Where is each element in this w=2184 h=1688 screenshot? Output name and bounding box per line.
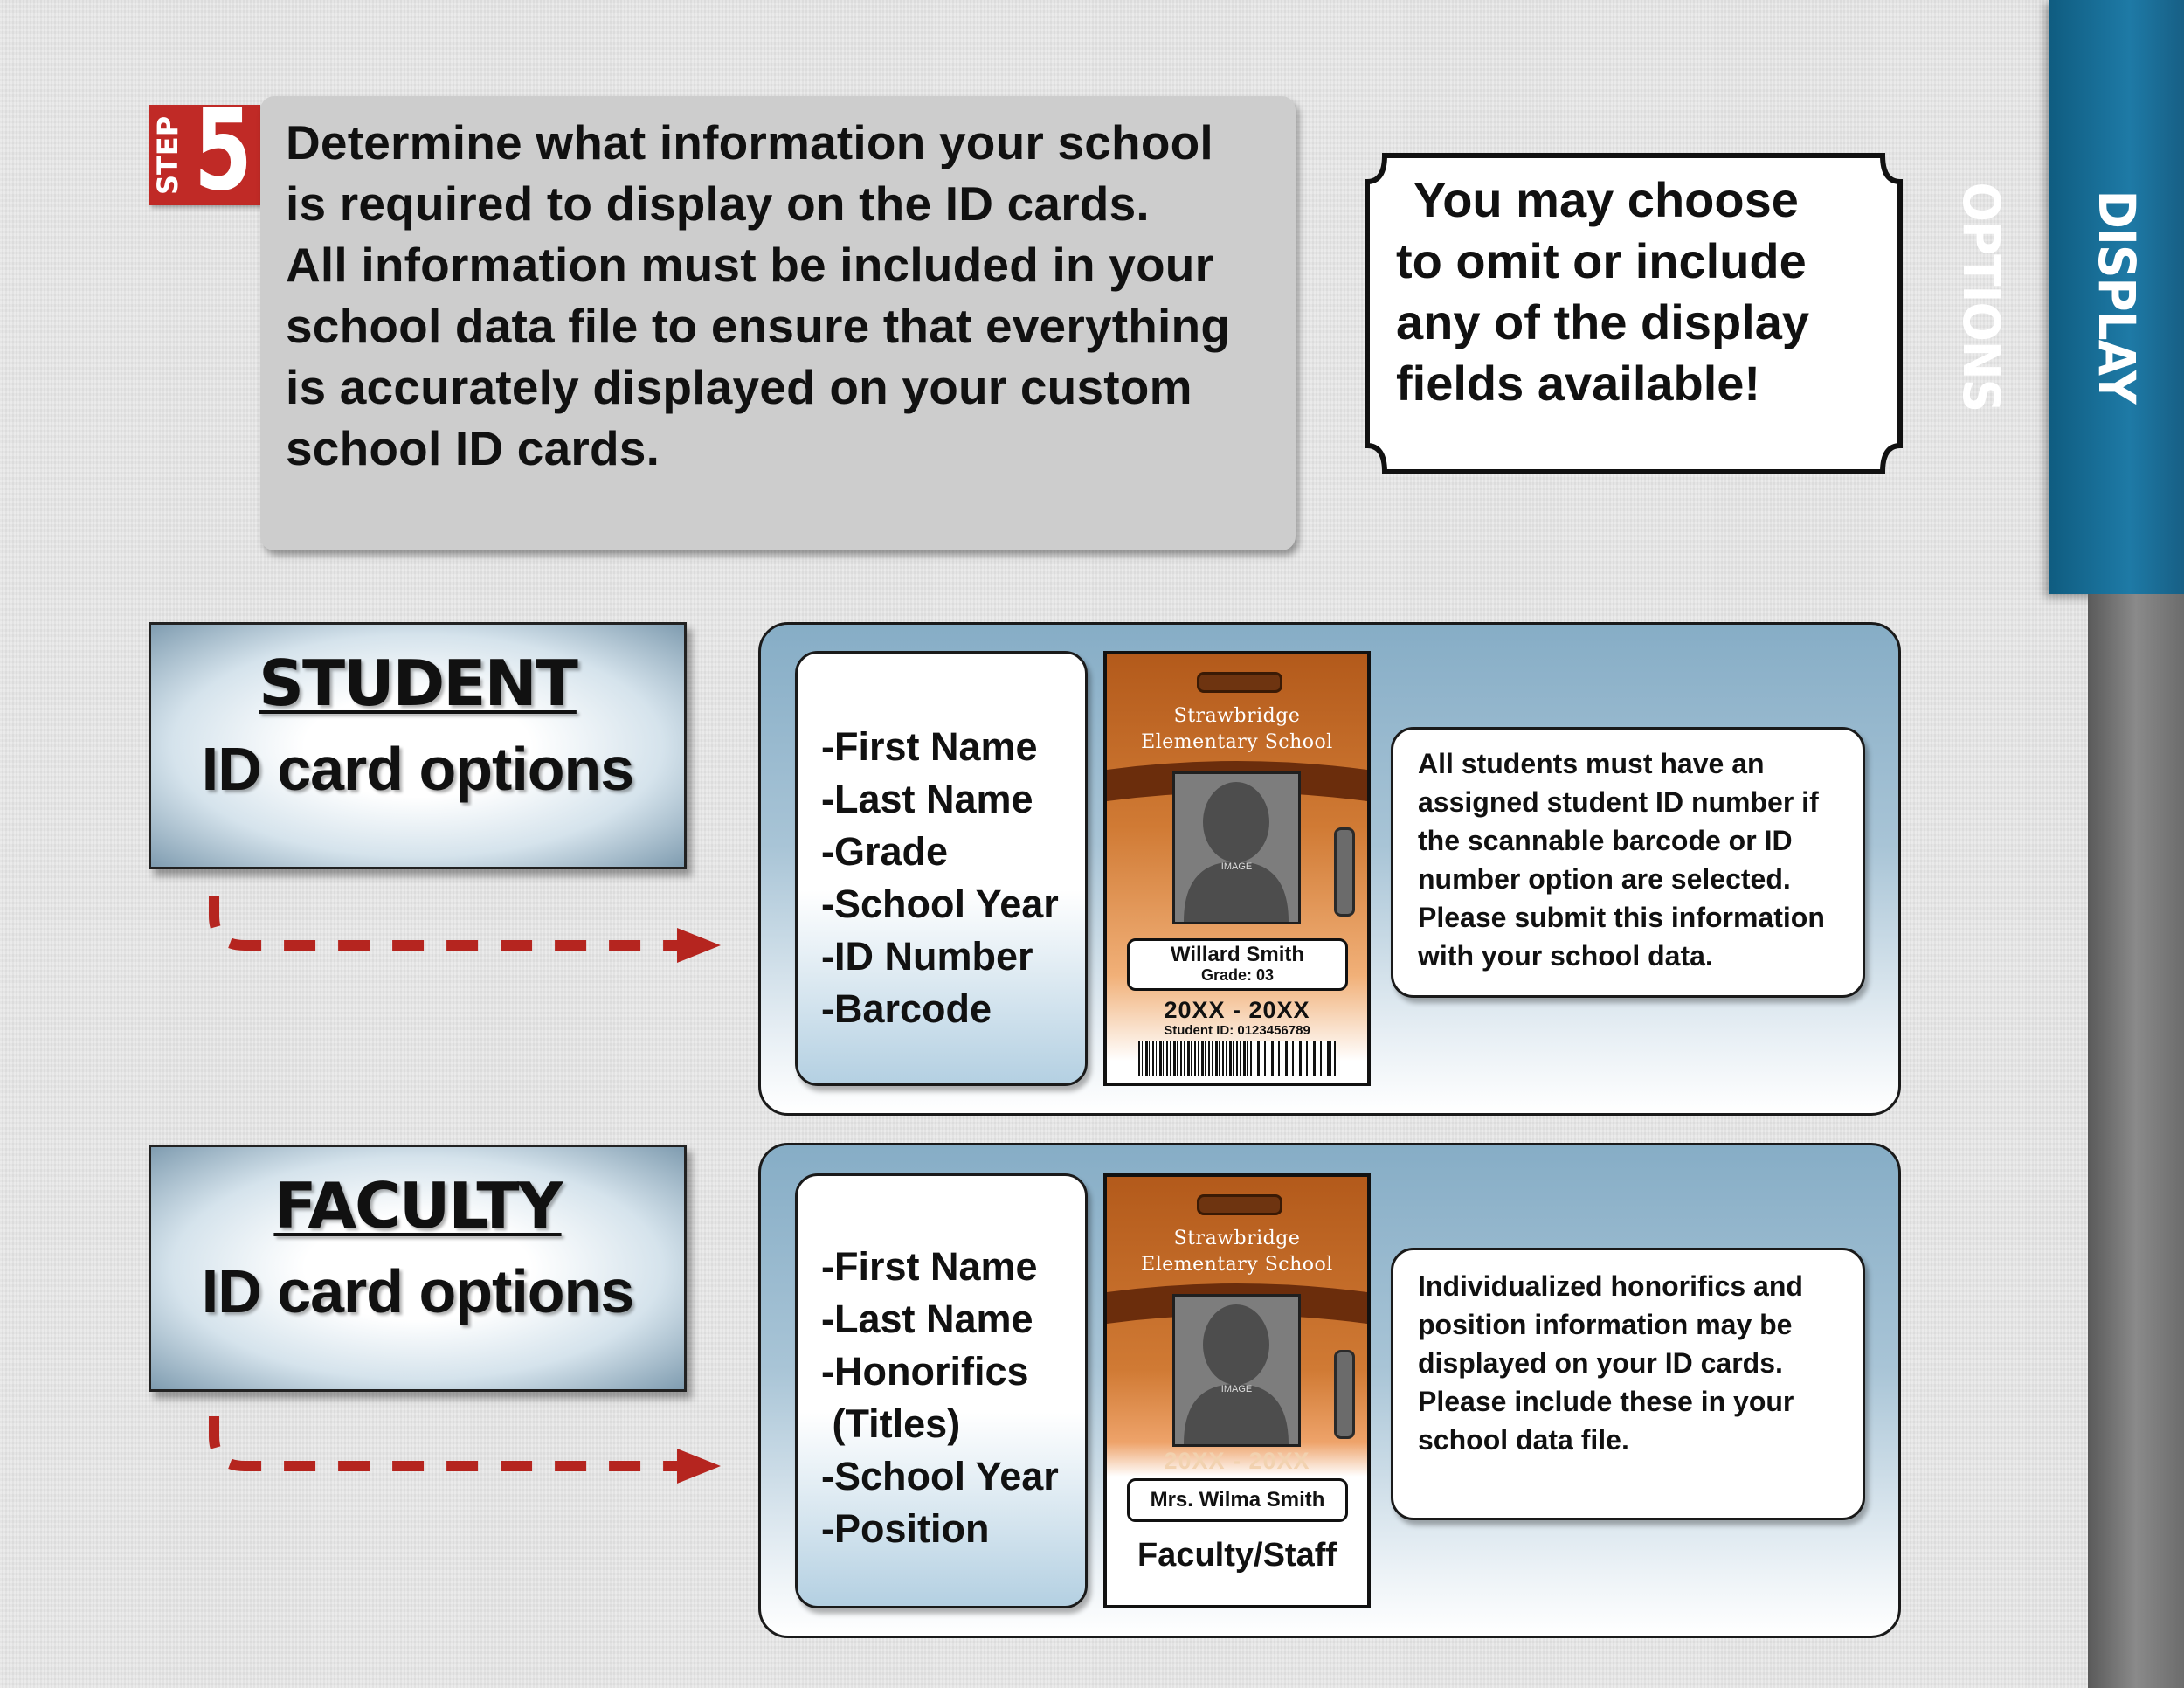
note-line: displayed on your ID cards.: [1418, 1347, 1783, 1379]
student-id-card: [1103, 651, 1371, 1086]
photo-label: IMAGE: [1220, 861, 1253, 872]
field-item: -Last Name: [821, 1297, 1033, 1341]
callout-text: [1396, 169, 1885, 414]
card-year: 20XX - 20XX: [1164, 1448, 1310, 1474]
card-student-id: Student ID: 0123456789: [1164, 1023, 1310, 1038]
faculty-id-card: [1103, 1173, 1371, 1608]
arrow-head-icon: [677, 928, 721, 963]
callout-line: to omit or include: [1396, 233, 1807, 288]
note-line: number option are selected.: [1418, 863, 1791, 895]
student-field-list: [821, 721, 1059, 1035]
field-item: -Position: [821, 1506, 990, 1551]
note-line: assigned student ID number if: [1418, 786, 1819, 818]
field-item: (Titles): [821, 1401, 961, 1446]
student-section-label: [149, 622, 687, 869]
field-item: -Grade: [821, 829, 949, 874]
field-item: -Barcode: [821, 986, 992, 1031]
instruction-line: is required to display on the ID cards.: [286, 176, 1150, 231]
student-arrow: [201, 891, 725, 996]
note-line: All students must have an: [1418, 748, 1765, 779]
card-school-line: Strawbridge: [1173, 1228, 1301, 1249]
note-line: position information may be: [1418, 1309, 1793, 1340]
student-subtitle: ID card options: [201, 735, 634, 803]
field-item: -School Year: [821, 882, 1059, 926]
field-item: -ID Number: [821, 934, 1033, 979]
card-school-line: Strawbridge: [1173, 705, 1301, 727]
note-line: Please include these in your: [1418, 1386, 1794, 1417]
note-line: with your school data.: [1418, 940, 1713, 972]
note-line: Please submit this information: [1418, 902, 1825, 933]
card-school-line: Elementary School: [1141, 731, 1333, 753]
side-strip: [2088, 594, 2184, 1688]
note-line: the scannable barcode or ID: [1418, 825, 1793, 856]
callout-line: fields available!: [1396, 356, 1761, 411]
note-line: Individualized honorifics and: [1418, 1270, 1803, 1302]
card-name-plate: [1127, 1478, 1348, 1522]
field-item: -Last Name: [821, 777, 1033, 821]
faculty-arrow: [201, 1412, 725, 1517]
card-photo: [1172, 771, 1301, 924]
faculty-note-text: [1418, 1267, 1855, 1459]
lanyard-slot: [1197, 1194, 1282, 1215]
instruction-line: is accurately displayed on your custom: [286, 360, 1192, 414]
faculty-section-label: [149, 1145, 687, 1392]
student-title: STUDENT: [259, 647, 577, 720]
faculty-subtitle: ID card options: [201, 1257, 634, 1325]
card-clip: [1334, 1350, 1355, 1439]
field-item: -First Name: [821, 1244, 1038, 1289]
card-grade: Grade: 03: [1200, 966, 1275, 984]
card-position: Faculty/Staff: [1137, 1537, 1337, 1574]
card-name-plate: [1127, 938, 1348, 991]
field-item: -School Year: [821, 1454, 1059, 1498]
field-item: -Honorifics: [821, 1349, 1029, 1394]
card-school-line: Elementary School: [1141, 1254, 1333, 1276]
person-silhouette-icon: [1175, 774, 1298, 922]
lanyard-slot: [1197, 672, 1282, 693]
person-silhouette-icon: [1175, 1297, 1298, 1444]
step-word: STEP: [151, 115, 184, 196]
arrow-head-icon: [677, 1449, 721, 1484]
card-school-name: [1107, 1226, 1367, 1278]
card-clip: [1334, 827, 1355, 917]
field-item: -First Name: [821, 724, 1038, 769]
card-year: 20XX - 20XX: [1164, 997, 1310, 1023]
student-note-text: [1418, 744, 1855, 975]
callout-line: any of the display: [1396, 294, 1809, 349]
side-tab-label: DISPLAY OPTIONS: [1952, 182, 2146, 412]
card-school-name: [1107, 703, 1367, 756]
instruction-line: school data file to ensure that everything: [286, 299, 1231, 353]
instruction-line: Determine what information your school: [286, 115, 1213, 169]
instruction-text: [286, 112, 1290, 479]
card-name: Willard Smith: [1170, 943, 1305, 966]
card-name: Mrs. Wilma Smith: [1150, 1488, 1325, 1512]
faculty-field-list: [821, 1241, 1059, 1555]
photo-label: IMAGE: [1220, 1384, 1253, 1394]
card-photo: [1172, 1294, 1301, 1447]
faculty-title: FACULTY: [273, 1169, 562, 1242]
instruction-line: school ID cards.: [286, 421, 660, 475]
callout-line: You may choose: [1413, 172, 1799, 227]
barcode-icon: [1138, 1041, 1336, 1076]
step-number: 5: [194, 86, 252, 216]
instruction-line: All information must be included in your: [286, 238, 1214, 292]
note-line: school data file.: [1418, 1424, 1629, 1456]
